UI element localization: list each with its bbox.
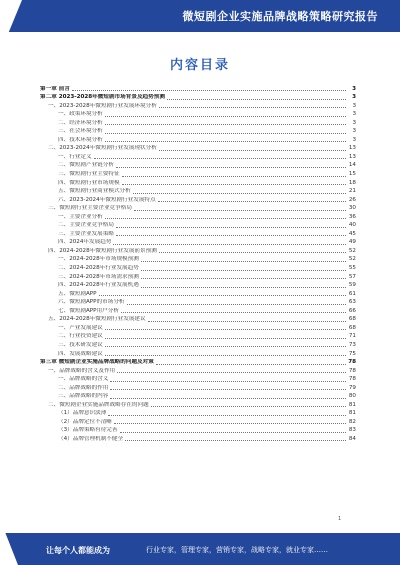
toc-entry[interactable] xyxy=(40,110,356,119)
toc-leader-dots xyxy=(116,167,346,168)
toc-entry[interactable] xyxy=(40,118,356,127)
toc-entry[interactable] xyxy=(40,263,356,272)
toc-entry-title: 一、品牌战略的含义 xyxy=(58,376,109,383)
toc-entry-page: 40 xyxy=(348,222,356,229)
toc-entry-title: 一、产业发展建议 xyxy=(58,324,103,331)
toc-leader-dots xyxy=(99,295,346,296)
toc-entry-title: 二、主要企业竞争格局 xyxy=(58,222,114,229)
toc-entry-title: 五、2024-2028年微短剧行业发展建议 xyxy=(48,316,146,323)
toc-entry-title: 六、2023-2024年微短剧行业发展特点 xyxy=(58,196,156,203)
toc-entry[interactable] xyxy=(40,246,356,255)
toc-leader-dots xyxy=(105,329,346,330)
table-of-contents xyxy=(40,84,356,443)
toc-leader-dots xyxy=(122,184,346,185)
toc-entry[interactable] xyxy=(40,409,356,418)
toc-entry-title: 一、行业定义 xyxy=(58,153,92,160)
toc-entry-page: 36 xyxy=(348,213,356,220)
toc-entry-page: 80 xyxy=(348,393,356,400)
toc-entry-title: 四、2024-2028年行业发展机遇 xyxy=(58,282,139,289)
toc-entry[interactable] xyxy=(40,255,356,264)
toc-entry[interactable] xyxy=(40,375,356,384)
toc-entry-title: 五、微短剧APP xyxy=(58,290,97,297)
toc-entry[interactable] xyxy=(40,358,356,367)
toc-leader-dots xyxy=(72,90,346,91)
toc-entry-title: 六、微短剧APP的市场分析 xyxy=(58,299,125,306)
toc-leader-dots xyxy=(105,346,346,347)
toc-entry-page: 66 xyxy=(348,307,356,314)
toc-entry-page: 45 xyxy=(348,230,356,237)
toc-leader-dots xyxy=(151,406,346,407)
toc-heading: 内容目录 xyxy=(169,58,230,73)
toc-entry-title: 第三章 微短剧企业实施品牌战略的问题及对策 xyxy=(40,359,154,366)
toc-entry[interactable] xyxy=(40,323,356,332)
toc-entry[interactable] xyxy=(40,101,356,110)
toc-entry[interactable] xyxy=(40,400,356,409)
toc-entry-page: 63 xyxy=(348,299,356,306)
toc-leader-dots xyxy=(125,440,346,441)
toc-entry-title: 三、品牌战略的内容 xyxy=(58,393,109,400)
toc-entry[interactable] xyxy=(40,169,356,178)
toc-entry-page: 49 xyxy=(348,239,356,246)
toc-entry[interactable] xyxy=(40,426,356,435)
toc-entry-page: 84 xyxy=(348,435,356,442)
toc-entry-title: 二、微短剧企业实施品牌战略存在的问题 xyxy=(48,401,149,408)
toc-entry-page: 3 xyxy=(352,136,356,143)
toc-entry-page: 59 xyxy=(348,282,356,289)
toc-entry[interactable] xyxy=(40,161,356,170)
toc-entry-title: 七、微短剧APP用户分析 xyxy=(58,307,119,314)
toc-leader-dots xyxy=(141,278,346,279)
toc-entry[interactable] xyxy=(40,349,356,358)
toc-entry-page: 3 xyxy=(352,85,356,92)
toc-entry[interactable] xyxy=(40,281,356,290)
toc-entry[interactable] xyxy=(40,434,356,443)
toc-entry-page: 18 xyxy=(348,179,356,186)
toc-leader-dots xyxy=(127,304,346,305)
toc-entry-page: 14 xyxy=(348,162,356,169)
toc-entry-title: 二、经济环境分析 xyxy=(58,119,103,126)
toc-entry-page: 3 xyxy=(352,119,356,126)
toc-entry[interactable] xyxy=(40,229,356,238)
toc-entry[interactable] xyxy=(40,417,356,426)
toc-entry-title: 一、品牌战略的含义及作用 xyxy=(48,367,116,374)
toc-entry-title: （4）品牌管理机制不健全 xyxy=(58,435,124,442)
toc-leader-dots xyxy=(167,99,346,100)
toc-entry[interactable] xyxy=(40,383,356,392)
toc-entry-page: 73 xyxy=(348,341,356,348)
toc-leader-dots xyxy=(105,124,346,125)
toc-leader-dots xyxy=(110,381,346,382)
toc-entry-title: 一、政策环境分析 xyxy=(58,111,103,118)
toc-entry-title: 四、微短剧行业市场规模 xyxy=(58,179,120,186)
toc-leader-dots xyxy=(120,432,347,433)
toc-entry[interactable] xyxy=(40,204,356,213)
toc-entry[interactable] xyxy=(40,306,356,315)
toc-leader-dots xyxy=(116,235,346,236)
toc-entry-page: 83 xyxy=(348,427,356,434)
toc-entry-page: 52 xyxy=(348,247,356,254)
toc-entry-page: 78 xyxy=(348,367,356,374)
toc-entry-title: （1）品牌意识淡薄 xyxy=(58,410,107,417)
page-number: 1 xyxy=(338,516,342,522)
toc-entry-title: 三、微短剧行业主要特征 xyxy=(58,171,120,178)
toc-leader-dots xyxy=(110,389,346,390)
toc-entry-page: 15 xyxy=(348,171,356,178)
page-footer xyxy=(0,533,400,565)
toc-entry-title: 二、2024-2028年行业发展趋势 xyxy=(58,265,139,272)
toc-entry[interactable] xyxy=(40,340,356,349)
toc-entry-page: 78 xyxy=(348,359,356,366)
toc-entry-title: 二、品牌战略的作用 xyxy=(58,384,109,391)
toc-entry-title: （2）品牌定位不清晰 xyxy=(58,418,112,425)
footer-tagline: 行业专家，管理专家，营销专家，战略专家，就业专家…… xyxy=(146,546,328,554)
toc-entry-page: 21 xyxy=(348,188,356,195)
toc-leader-dots xyxy=(141,261,346,262)
toc-entry-page: 57 xyxy=(348,273,356,280)
toc-entry[interactable] xyxy=(40,187,356,196)
toc-entry-page: 30 xyxy=(348,205,356,212)
toc-leader-dots xyxy=(108,415,346,416)
toc-leader-dots xyxy=(94,158,346,159)
toc-entry-title: 三、微短剧行业主要企业竞争格局 xyxy=(48,205,132,212)
toc-entry-title: 一、2024-2028年市场规模预测 xyxy=(58,256,139,263)
toc-entry-title: 三、主要企业发展策略 xyxy=(58,230,114,237)
footer-accent-shape xyxy=(0,533,18,565)
toc-entry-title: 第二章 2023-2028年微短剧市场背景及趋势预测 xyxy=(40,94,165,101)
toc-entry-page: 55 xyxy=(348,265,356,272)
toc-entry[interactable] xyxy=(40,238,356,247)
toc-entry-title: 四、2024年发展趋势 xyxy=(58,239,112,246)
toc-entry-title: 三、技术研发建议 xyxy=(58,341,103,348)
toc-entry-page: 78 xyxy=(348,376,356,383)
toc-entry-page: 3 xyxy=(352,111,356,118)
toc-entry-title: 四、技术环境分析 xyxy=(58,136,103,143)
toc-leader-dots xyxy=(105,133,346,134)
footer-slogan: 让每个人都能成为 xyxy=(46,546,110,555)
toc-entry-page: 3 xyxy=(352,94,356,101)
toc-leader-dots xyxy=(105,116,346,117)
toc-entry-title: （3）品牌策略有待完善 xyxy=(58,427,118,434)
toc-entry-title: 四、2024-2028年微短剧行业发展前景预测 xyxy=(48,247,157,254)
toc-entry[interactable] xyxy=(40,221,356,230)
toc-leader-dots xyxy=(121,312,346,313)
toc-leader-dots xyxy=(141,287,346,288)
toc-entry[interactable] xyxy=(40,178,356,187)
toc-entry-page: 3 xyxy=(352,128,356,135)
toc-entry-page: 52 xyxy=(348,256,356,263)
toc-entry[interactable] xyxy=(40,315,356,324)
toc-entry-page: 68 xyxy=(348,316,356,323)
toc-entry[interactable] xyxy=(40,212,356,221)
toc-leader-dots xyxy=(134,210,346,211)
toc-entry[interactable] xyxy=(40,84,356,93)
toc-entry[interactable] xyxy=(40,144,356,153)
header-accent-shape xyxy=(0,0,22,32)
toc-leader-dots xyxy=(148,321,346,322)
toc-leader-dots xyxy=(159,252,346,253)
toc-leader-dots xyxy=(158,201,346,202)
toc-entry[interactable] xyxy=(40,366,356,375)
toc-entry-title: 二、2023-2024年微短剧行业发展现状分析 xyxy=(48,145,157,152)
toc-entry[interactable] xyxy=(40,127,356,136)
toc-entry-page: 68 xyxy=(348,324,356,331)
toc-entry-page: 71 xyxy=(348,333,356,340)
toc-entry-page: 13 xyxy=(348,145,356,152)
toc-entry[interactable] xyxy=(40,392,356,401)
toc-entry[interactable] xyxy=(40,272,356,281)
toc-entry[interactable] xyxy=(40,135,356,144)
toc-entry-page: 26 xyxy=(348,196,356,203)
toc-entry-page: 75 xyxy=(348,350,356,357)
toc-entry[interactable] xyxy=(40,289,356,298)
toc-leader-dots xyxy=(110,398,346,399)
toc-leader-dots xyxy=(117,372,346,373)
toc-leader-dots xyxy=(159,150,346,151)
toc-entry[interactable] xyxy=(40,152,356,161)
toc-entry-title: 二、微短剧产业链分析 xyxy=(58,162,114,169)
toc-entry-page: 79 xyxy=(348,384,356,391)
toc-leader-dots xyxy=(133,193,346,194)
toc-entry-page: 82 xyxy=(348,418,356,425)
toc-entry-title: 四、发展战略建议 xyxy=(58,350,103,357)
toc-entry-title: 第一章 前言 xyxy=(40,85,70,92)
toc-leader-dots xyxy=(105,218,346,219)
toc-entry-page: 81 xyxy=(348,410,356,417)
toc-leader-dots xyxy=(114,423,346,424)
toc-entry-page: 13 xyxy=(348,153,356,160)
toc-entry-title: 五、微短剧行业商业模式分析 xyxy=(58,188,131,195)
toc-entry[interactable] xyxy=(40,332,356,341)
toc-entry-title: 一、主要企业分析 xyxy=(58,213,103,220)
toc-leader-dots xyxy=(141,270,346,271)
toc-entry-title: 三、2024-2028年市场需求预测 xyxy=(58,273,139,280)
toc-leader-dots xyxy=(159,107,346,108)
toc-entry[interactable] xyxy=(40,298,356,307)
toc-entry-title: 二、行业投资建议 xyxy=(58,333,103,340)
toc-entry-page: 81 xyxy=(348,401,356,408)
toc-entry-page: 3 xyxy=(352,102,356,109)
report-title: 微短剧企业实施品牌战略策略研究报告 xyxy=(182,10,378,23)
toc-leader-dots xyxy=(113,244,346,245)
toc-entry-title: 三、社会环境分析 xyxy=(58,128,103,135)
toc-entry-page: 61 xyxy=(348,290,356,297)
toc-leader-dots xyxy=(105,338,346,339)
page-header xyxy=(0,0,400,32)
toc-leader-dots xyxy=(116,227,346,228)
toc-leader-dots xyxy=(105,141,346,142)
toc-leader-dots xyxy=(156,364,346,365)
toc-entry[interactable] xyxy=(40,93,356,102)
toc-entry-title: 一、2023-2028年微短剧行业发展环境分析 xyxy=(48,102,157,109)
toc-leader-dots xyxy=(122,176,346,177)
toc-entry[interactable] xyxy=(40,195,356,204)
toc-leader-dots xyxy=(105,355,346,356)
